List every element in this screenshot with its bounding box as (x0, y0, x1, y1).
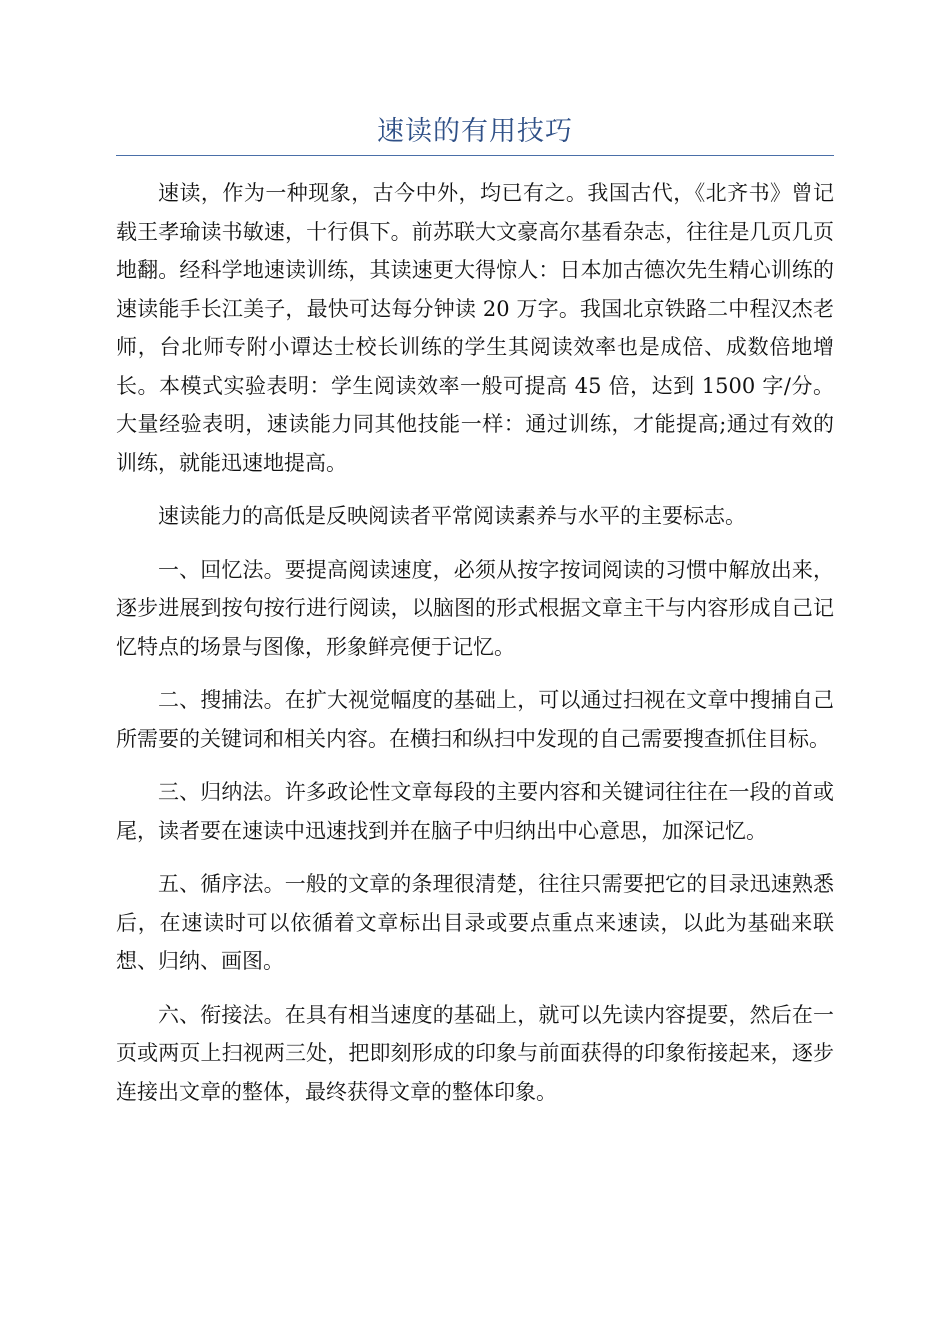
paragraph-method-sequence: 五、循序法。一般的文章的条理很清楚，往往只需要把它的目录迅速熟悉后，在速读时可以依循着文章标出目录或要点重点来速读，以此为基础来联想、归纳、画图。 (116, 872, 834, 973)
paragraph-method-induction: 三、归纳法。许多政论性文章每段的主要内容和关键词往往在一段的首或尾，读者要在速读中迅速找到并在脑子中归纳出中心意思，加深记忆。 (116, 780, 834, 843)
paragraph-method-search: 二、搜捕法。在扩大视觉幅度的基础上，可以通过扫视在文章中搜捕自己所需要的关键词和相关内容。在横扫和纵扫中发现的自己需要搜查抓住目标。 (116, 688, 834, 751)
document-title: 速读的有用技巧 (377, 116, 573, 147)
paragraph-method-recall: 一、回忆法。要提高阅读速度，必须从按字按词阅读的习惯中解放出来，逐步进展到按句按行进行阅读，以脑图的形式根据文章主干与内容形成自己记忆特点的场景与图像，形象鲜亮便于记忆。 (116, 557, 834, 659)
paragraph-summary: 速读能力的高低是反映阅读者平常阅读素养与水平的主要标志。 (158, 504, 746, 528)
document-body (116, 174, 834, 1126)
paragraph-method-linking: 六、衔接法。在具有相当速度的基础上，就可以先读内容提要，然后在一页或两页上扫视两三处，把即刻形成的印象与前面获得的印象衔接起来，逐步连接出文章的整体，最终获得文章的整体印象。 (116, 1002, 834, 1104)
title-underline (116, 155, 834, 156)
paragraph-intro: 速读，作为一种现象，古今中外，均已有之。我国古代，《北齐书》曾记载王孝瑜读书敏速，十行俱下。前苏联大文豪高尔基看杂志，往往是几页几页地翻。经科学地速读训练，其读速更大得惊人：日本加古德次先生精心训练的速读能手长江美子，最快可达每分钟读 20 万字。我国北京铁路二中程汉杰老师，台北师专附小谭达士校长训练的学生其阅读效率也是成倍、成数倍地增长。本模式实验表明：学生阅读效率一般可提高 45 倍，达到 1500 字/分。大量经验表明，速读能力同其他技能一样：通过训练，才能提高;通过有效的训练，就能迅速地提高。 (116, 181, 834, 475)
